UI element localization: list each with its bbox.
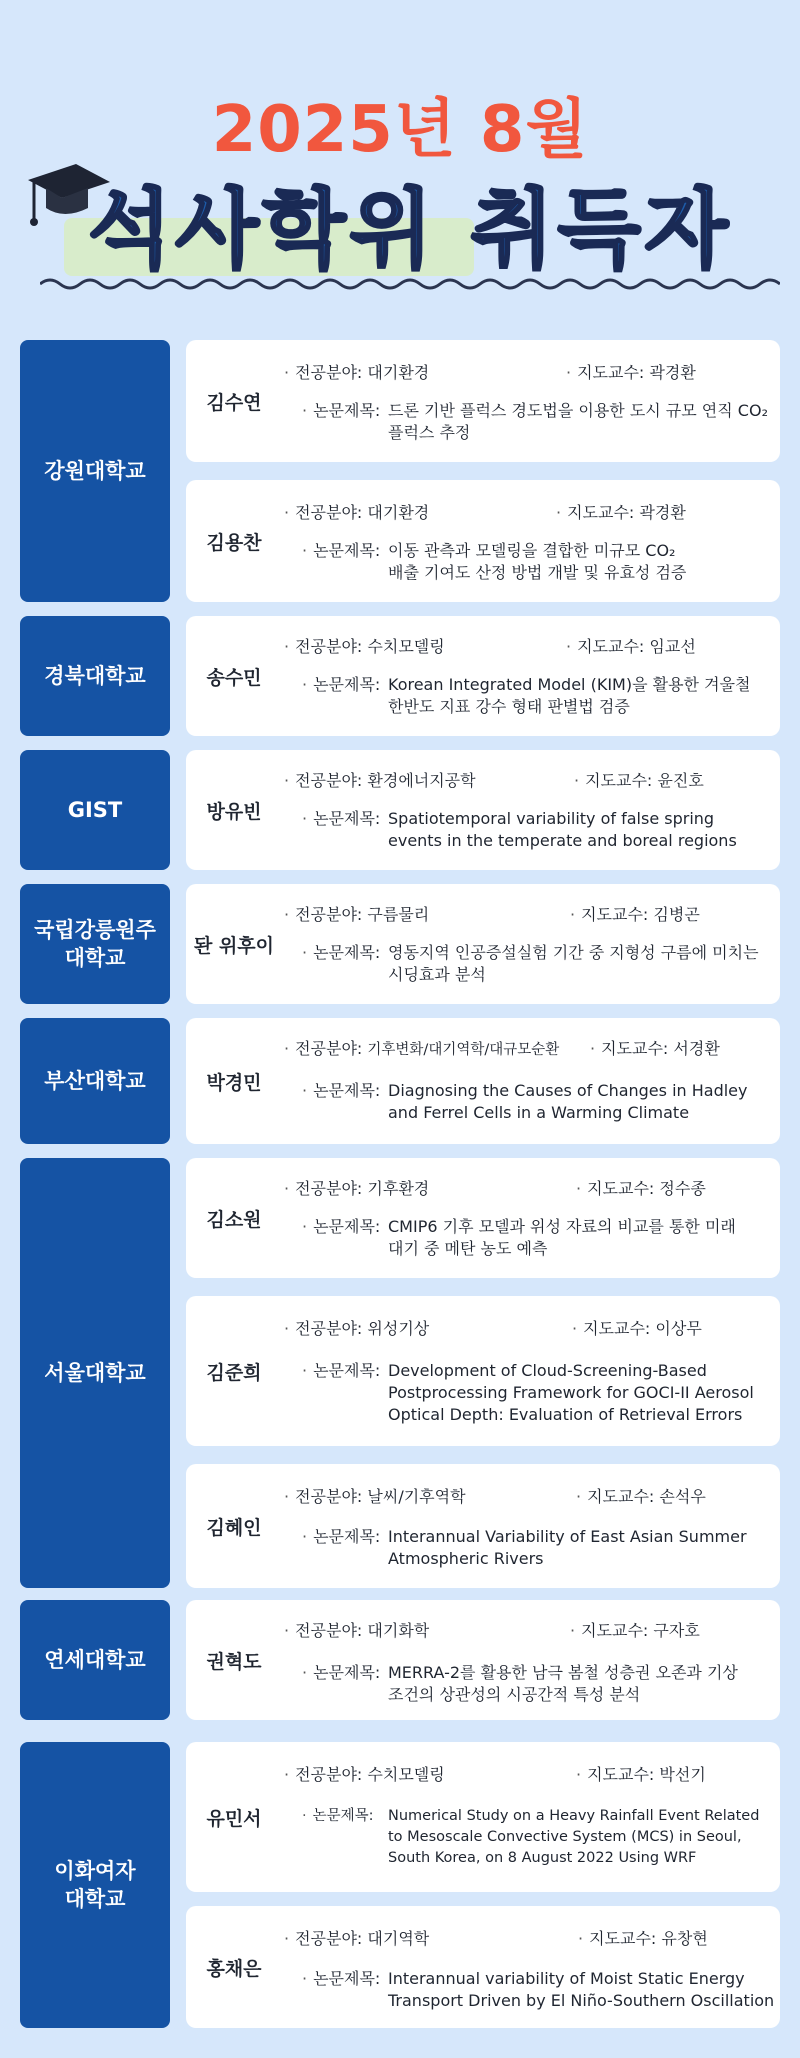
year-month-title: 2025년 8월 bbox=[211, 93, 589, 167]
school-section bbox=[20, 1600, 780, 1720]
thesis-title: 이동 관측과 모델링을 결합한 미규모 CO₂ 배출 기여도 산정 방법 개발 및 유효성 검증 bbox=[388, 541, 687, 582]
thesis-block: · 논문제목: Interannual Variability of East Asian Summer Atmospheric Rivers bbox=[302, 1527, 747, 1568]
school-section bbox=[20, 1158, 780, 1588]
page-title: 석사학위 취득자 bbox=[88, 180, 732, 280]
thesis-title: Spatiotemporal variability of false spring events in the temperate and boreal regions bbox=[388, 809, 737, 850]
thesis-block: · 논문제목: 이동 관측과 모델링을 결합한 미규모 CO₂ 배출 기여도 산정 방법 개발 및 유효성 검증 bbox=[302, 541, 687, 582]
school-label: 부산대학교 bbox=[20, 1018, 170, 1144]
graduation-cap-icon bbox=[24, 150, 114, 240]
thesis-title: 영동지역 인공증설실험 기간 중 지형성 구름에 미치는 시딩효과 분석 bbox=[388, 943, 759, 984]
field-line: · 전공분야: 대기환경 bbox=[284, 503, 430, 522]
student-name: 김준희 bbox=[206, 1361, 262, 1384]
thesis-block: · 논문제목: MERRA-2를 활용한 남극 봄철 성층권 오존과 기상 조건의 상관성의 시공간적 특성 분석 bbox=[302, 1663, 738, 1704]
school-section bbox=[20, 884, 780, 1004]
advisor-line: · 지도교수: 구자호 bbox=[570, 1621, 700, 1640]
field-line: · 전공분야: 날씨/기후역학 bbox=[284, 1487, 466, 1506]
student-card bbox=[186, 1296, 780, 1446]
thesis-title: MERRA-2를 활용한 남극 봄철 성층권 오존과 기상 조건의 상관성의 시공간적 특성 분석 bbox=[388, 1663, 738, 1704]
school-label: 연세대학교 bbox=[20, 1600, 170, 1720]
thesis-title: CMIP6 기후 모델과 위성 자료의 비교를 통한 미래 대기 중 메탄 농도 예측 bbox=[388, 1217, 736, 1258]
advisor-value: 서경환 bbox=[673, 1039, 720, 1058]
student-name: 권혁도 bbox=[206, 1650, 262, 1673]
advisor-value: 유창현 bbox=[661, 1929, 708, 1948]
student-card bbox=[186, 1018, 780, 1144]
wavy-underline bbox=[40, 274, 780, 294]
student-card bbox=[186, 616, 780, 736]
header bbox=[0, 0, 800, 320]
student-card bbox=[186, 750, 780, 870]
thesis-block: · 논문제목: 드론 기반 플럭스 경도법을 이용한 도시 규모 연직 CO₂ 플럭스 추정 bbox=[302, 401, 768, 442]
thesis-title: 드론 기반 플럭스 경도법을 이용한 도시 규모 연직 CO₂ 플럭스 추정 bbox=[388, 401, 768, 442]
student-card bbox=[186, 340, 780, 462]
advisor-line: · 지도교수: 임교선 bbox=[566, 637, 696, 656]
field-line: · 전공분야: 환경에너지공학 bbox=[284, 771, 476, 790]
advisor-value: 윤진호 bbox=[657, 771, 704, 790]
field-line: · 전공분야: 구름물리 bbox=[284, 905, 430, 924]
advisor-line: · 지도교수: 정수종 bbox=[576, 1179, 706, 1198]
student-name: 김혜인 bbox=[206, 1516, 262, 1539]
school-label: 국립강릉원주 대학교 bbox=[20, 884, 170, 1004]
advisor-value: 이상무 bbox=[655, 1319, 702, 1338]
thesis-title: Development of Cloud-Screening-Based Postprocessing Framework for GOCI-II Aerosol Optical Depth: Evaluation of Retrieval Errors bbox=[388, 1361, 754, 1424]
school-label: 강원대학교 bbox=[20, 340, 170, 602]
field-value: 대기환경 bbox=[367, 503, 430, 522]
advisor-value: 정수종 bbox=[659, 1179, 706, 1198]
school-section bbox=[20, 340, 780, 602]
field-line: · 전공분야: 기후환경 bbox=[284, 1179, 430, 1198]
thesis-block: · 논문제목: Numerical Study on a Heavy Rainfall Event Related to Mesoscale Convective System (MCS) in Seoul, South Korea, on 8 August 2022 Using WRF bbox=[302, 1806, 759, 1869]
field-line: · 전공분야: 대기역학 bbox=[284, 1929, 430, 1948]
field-line: · 전공분야: 수치모델링 bbox=[284, 637, 445, 656]
advisor-line: · 지도교수: 곽경환 bbox=[566, 363, 696, 382]
advisor-line: · 지도교수: 박선기 bbox=[576, 1765, 706, 1784]
field-line: · 전공분야: 위성기상 bbox=[284, 1319, 430, 1338]
student-card bbox=[186, 480, 780, 602]
advisor-value: 곽경환 bbox=[639, 503, 686, 522]
school-label: 이화여자 대학교 bbox=[20, 1742, 170, 2028]
field-value: 수치모델링 bbox=[367, 1765, 445, 1784]
advisor-value: 임교선 bbox=[649, 637, 696, 656]
field-line: · 전공분야: 대기환경 bbox=[284, 363, 430, 382]
student-name: 김용찬 bbox=[206, 531, 262, 554]
student-name: 돤 위후이 bbox=[193, 934, 275, 957]
thesis-block: · 논문제목: Interannual variability of Moist Static Energy Transport Driven by El Niño-Southern Oscillation bbox=[302, 1969, 775, 2010]
advisor-value: 손석우 bbox=[659, 1487, 706, 1506]
advisor-line: · 지도교수: 곽경환 bbox=[556, 503, 686, 522]
student-name: 박경민 bbox=[206, 1071, 262, 1094]
advisor-value: 구자호 bbox=[653, 1621, 700, 1640]
field-line: · 전공분야: 수치모델링 bbox=[284, 1765, 445, 1784]
student-card bbox=[186, 1464, 780, 1588]
thesis-block: · 논문제목: Spatiotemporal variability of false spring events in the temperate and boreal regions bbox=[302, 809, 737, 850]
thesis-title: Numerical Study on a Heavy Rainfall Event Related to Mesoscale Convective System (MCS) in Seoul, South Korea, on 8 August 2022 Using WRF bbox=[388, 1808, 760, 1866]
field-value: 구름물리 bbox=[367, 905, 430, 924]
field-value: 대기환경 bbox=[367, 363, 430, 382]
student-name: 홍채은 bbox=[206, 1957, 262, 1980]
field-value: 날씨/기후역학 bbox=[367, 1487, 466, 1506]
student-name: 유민서 bbox=[206, 1807, 262, 1830]
advisor-value: 박선기 bbox=[659, 1765, 706, 1784]
field-line: · 전공분야: 기후변화/대기역학/대규모순환 bbox=[284, 1039, 560, 1058]
advisor-value: 김병곤 bbox=[653, 905, 700, 924]
school-label: GIST bbox=[20, 750, 170, 870]
school-label: 경북대학교 bbox=[20, 616, 170, 736]
student-name: 송수민 bbox=[206, 666, 262, 689]
student-card bbox=[186, 884, 780, 1004]
field-line: · 전공분야: 대기화학 bbox=[284, 1621, 430, 1640]
school-label: 서울대학교 bbox=[20, 1158, 170, 1588]
thesis-title: Korean Integrated Model (KIM)을 활용한 겨울철 한반도 지표 강수 형태 판별법 검증 bbox=[388, 675, 751, 716]
thesis-title: Interannual variability of Moist Static Energy Transport Driven by El Niño-Southern Oscillation bbox=[388, 1969, 775, 2010]
school-section bbox=[20, 1742, 780, 2028]
thesis-block: · 논문제목: 영동지역 인공증설실험 기간 중 지형성 구름에 미치는 시딩효과 분석 bbox=[302, 943, 759, 984]
thesis-block: · 논문제목: CMIP6 기후 모델과 위성 자료의 비교를 통한 미래 대기 중 메탄 농도 예측 bbox=[302, 1217, 736, 1258]
field-value: 기후환경 bbox=[367, 1179, 430, 1198]
school-section bbox=[20, 616, 780, 736]
thesis-title: Interannual Variability of East Asian Summer Atmospheric Rivers bbox=[388, 1527, 747, 1568]
school-section bbox=[20, 1018, 780, 1144]
student-card bbox=[186, 1600, 780, 1720]
advisor-line: · 지도교수: 김병곤 bbox=[570, 905, 700, 924]
thesis-block: · 논문제목: Korean Integrated Model (KIM)을 활용한 겨울철 한반도 지표 강수 형태 판별법 검증 bbox=[302, 675, 751, 716]
student-name: 방유빈 bbox=[206, 800, 262, 823]
field-value: 환경에너지공학 bbox=[367, 771, 476, 790]
field-value: 수치모델링 bbox=[367, 637, 445, 656]
student-name: 김수연 bbox=[206, 391, 262, 414]
advisor-line: · 지도교수: 서경환 bbox=[590, 1039, 720, 1058]
thesis-title: Diagnosing the Causes of Changes in Hadley and Ferrel Cells in a Warming Climate bbox=[388, 1081, 748, 1122]
student-card bbox=[186, 1742, 780, 1892]
advisor-line: · 지도교수: 이상무 bbox=[572, 1319, 702, 1338]
advisor-line: · 지도교수: 유창현 bbox=[578, 1929, 708, 1948]
field-value: 대기역학 bbox=[367, 1929, 430, 1948]
advisor-line: · 지도교수: 손석우 bbox=[576, 1487, 706, 1506]
advisor-line: · 지도교수: 윤진호 bbox=[574, 771, 704, 790]
advisor-value: 곽경환 bbox=[649, 363, 696, 382]
field-value: 위성기상 bbox=[367, 1319, 430, 1338]
thesis-block: · 논문제목: Diagnosing the Causes of Changes in Hadley and Ferrel Cells in a Warming Climate bbox=[302, 1081, 748, 1122]
school-section bbox=[20, 750, 780, 870]
student-card bbox=[186, 1158, 780, 1278]
thesis-block: · 논문제목: Development of Cloud-Screening-Based Postprocessing Framework for GOCI-II Aerosol Optical Depth: Evaluation of Retrieval Errors bbox=[302, 1361, 754, 1424]
field-value: 대기화학 bbox=[367, 1621, 430, 1640]
student-card bbox=[186, 1906, 780, 2028]
student-name: 김소원 bbox=[206, 1208, 262, 1231]
field-value: 기후변화/대기역학/대규모순환 bbox=[367, 1042, 560, 1058]
